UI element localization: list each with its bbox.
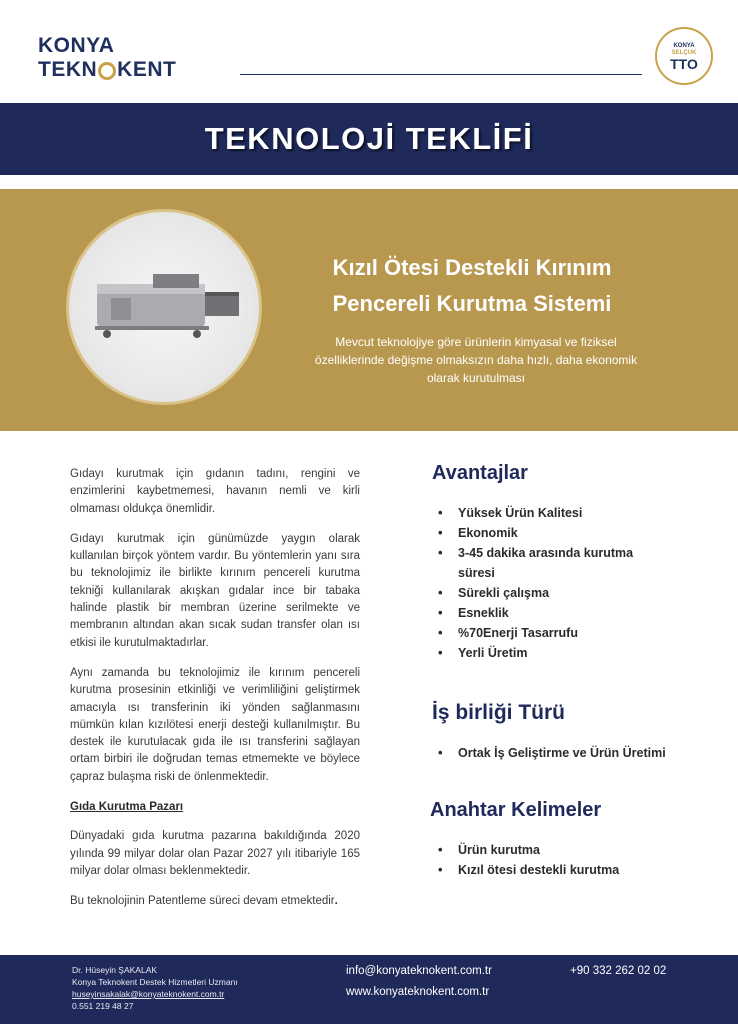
contact-email-link[interactable]: huseyinsakalak@konyateknokent.com.tr (72, 989, 225, 999)
patent-text: Bu teknolojinin Patentleme süreci devam etmektedir (70, 895, 335, 908)
list-item: • Kızıl ötesi destekli kurutma (432, 860, 672, 880)
page-title: TEKNOLOJİ TEKLİFİ (204, 121, 534, 156)
badge-line3: TTO (670, 56, 698, 72)
dryer-machine-icon (93, 270, 243, 340)
hero-description: Mevcut teknolojiye göre ürünlerin kimyasal ve fiziksel özelliklerinde değişme olmaksızın daha hızlı, daha ekonomik olarak kurutulması (314, 335, 638, 385)
page-footer (0, 955, 738, 1024)
list-item: • Ürün kurutma (432, 840, 672, 860)
badge-line1: KONYA (673, 43, 695, 49)
website-link[interactable]: www.konyateknokent.com.tr (346, 986, 490, 998)
contact-name: Dr. Hüseyin ŞAKALAK (72, 965, 158, 975)
info-email[interactable]: info@konyateknokent.com.tr (346, 965, 492, 977)
contact-phone: 0.551 219 48 27 (72, 1001, 134, 1011)
list-item: • %70Enerji Tasarrufu (432, 623, 672, 643)
contact-role: Konya Teknokent Destek Hizmetleri Uzmanı (72, 977, 238, 987)
logo-line2 (38, 58, 176, 82)
header-divider (240, 74, 642, 75)
list-item: • 3-45 dakika arasında kurutma süresi (432, 543, 672, 583)
paragraph: Aynı zamanda bu teknolojimiz ile kırınım pencereli kurutma prosesinin etkinliği ve verimliliğini geliştirmek amacıyla ısı transferinin iki yönden sağlanmasını mümkün kılan kızılötesi enerji desteği kullanılmıştır. Bu destek ile kurutulacak gıda ile ısı transferini sağlayan ortam birbiri ile doğrudan temas etmemekte ve böylece çapraz bulaşma riski de önlenmektedir. (70, 666, 360, 783)
advantages-section (432, 462, 672, 663)
paragraph: Gıdayı kurutmak için gıdanın tadını, rengini ve enzimlerini kaybetmemesi, havanın nemli ve kirli olmaması oldukça önemlidir. (70, 468, 360, 515)
keywords-title: Anahtar Kelimeler (430, 799, 602, 821)
patent-paragraph (70, 893, 360, 910)
list-item: • Yerli Üretim (432, 643, 672, 663)
logo-line2-a: TEKN (38, 58, 98, 81)
office-phone: +90 332 262 02 02 (570, 965, 667, 977)
list-item: • Esneklik (432, 603, 672, 623)
paragraph: Dünyadaki gıda kurutma pazarına bakıldığında 2020 yılında 99 milyar dolar olan Pazar 2027 yılı itibariyle 165 milyar dolar olması beklenmektedir. (70, 830, 360, 877)
paragraph: Gıdayı kurutmak için günümüzde yaygın olarak kullanılan birçok yöntem vardır. Bu yöntemlerin yanı sıra bu teknolojimiz ile birlikte kırınım pencereli kurutma tekniği kullanılarak akışkan gıdalar ince bir tabaka halinde plastik bir membran üzerine serilmekte ve membranın altından akan sıcak sudan transfer olan ısı etkisi ile kurutulmaktadırlar. (70, 532, 360, 649)
list-item: • Ekonomik (432, 523, 672, 543)
body-text (70, 466, 360, 911)
hero-title-line2: Pencereli Kurutma Sistemi (332, 291, 612, 316)
keywords-section (432, 799, 672, 880)
title-band (0, 103, 738, 175)
cooperation-title: İş birliği Türü (432, 701, 566, 724)
advantages-list (432, 503, 672, 663)
list-item: • Ortak İş Geliştirme ve Ürün Üretimi (432, 743, 672, 763)
logo-line2-b: KENT (117, 58, 177, 81)
selcuk-tto-logo (655, 27, 713, 85)
contact-person (72, 964, 238, 1012)
cooperation-list (432, 743, 672, 763)
product-photo (66, 209, 262, 405)
list-item: • Yüksek Ürün Kalitesi (432, 503, 672, 523)
keywords-list (432, 840, 672, 880)
hero-title (292, 250, 652, 322)
list-item: • Sürekli çalışma (432, 583, 672, 603)
konya-teknokent-logo (38, 34, 176, 82)
hero-title-line1: Kızıl Ötesi Destekli Kırınım (332, 255, 612, 280)
market-heading: Gıda Kurutma Pazarı (70, 801, 184, 814)
logo-ring-icon (98, 62, 116, 80)
logo-line1: KONYA (38, 34, 115, 57)
patent-text-end: . (334, 895, 338, 908)
sidebar-info (432, 462, 672, 880)
page-header (0, 0, 738, 100)
badge-line2: SELÇUK (671, 50, 697, 56)
advantages-title: Avantajlar (432, 462, 528, 484)
cooperation-section (432, 701, 672, 763)
